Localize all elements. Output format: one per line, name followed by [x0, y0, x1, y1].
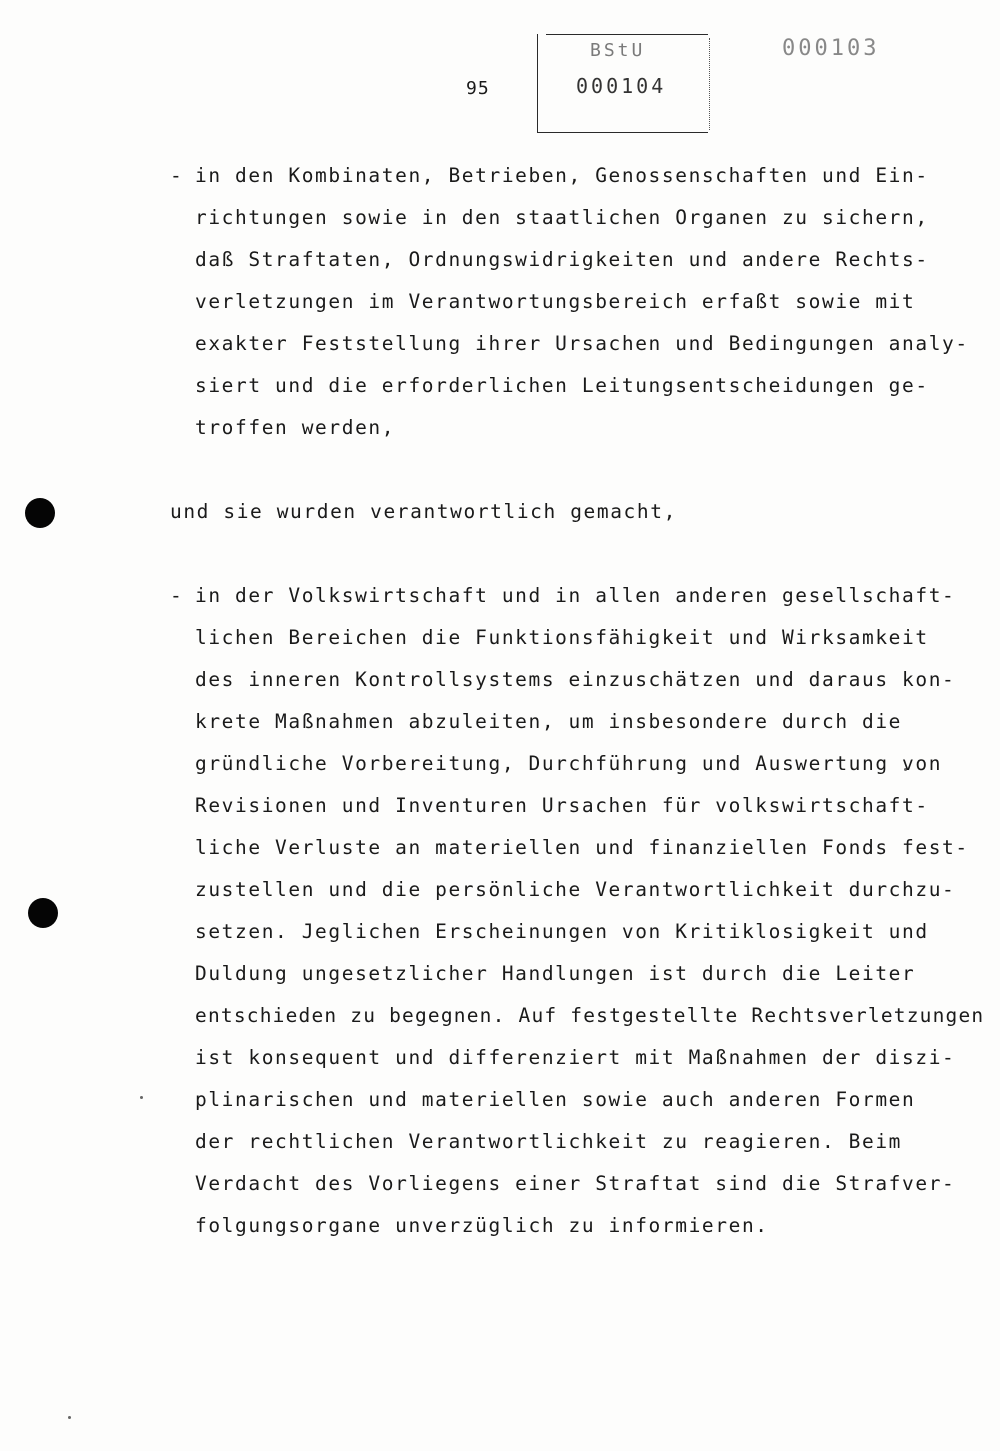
text-line: entschieden zu begegnen. Auf festgestellte Rechtsverletzungen [195, 1004, 985, 1027]
text-line: exakter Feststellung ihrer Ursachen und Bedingungen analy- [195, 332, 969, 355]
punch-hole-top [25, 498, 55, 528]
text-line: siert und die erforderlichen Leitungsentscheidungen ge- [195, 374, 929, 397]
text-line: liche Verluste an materiellen und finanziellen Fonds fest- [195, 836, 969, 859]
stamp-organization: BStU [590, 40, 646, 61]
text-line: in der Volkswirtschaft und in allen anderen gesellschaft- [195, 584, 956, 607]
text-line: des inneren Kontrollsystems einzuschätzen und daraus kon- [195, 668, 956, 691]
page-number: 95 [466, 78, 490, 99]
scan-speck [68, 1416, 71, 1419]
text-line: setzen. Jeglichen Erscheinungen von Kritiklosigkeit und [195, 920, 929, 943]
stamp-border-right [709, 38, 710, 130]
archive-number: 000103 [782, 36, 880, 61]
text-line: krete Maßnahmen abzuleiten, um insbesondere durch die [195, 710, 903, 733]
text-line: in den Kombinaten, Betrieben, Genossenschaften und Ein- [195, 164, 929, 187]
stamp-border-top [546, 34, 708, 35]
text-line: Duldung ungesetzlicher Handlungen ist durch die Leiter [195, 962, 916, 985]
text-line: troffen werden, [195, 416, 396, 439]
text-line: und sie wurden verantwortlich gemacht, [170, 500, 677, 523]
punch-hole-bottom [28, 898, 58, 928]
text-line: gründliche Vorbereitung, Durchführung und Auswertung von [195, 752, 943, 775]
text-line: der rechtlichen Verantwortlichkeit zu reagieren. Beim [195, 1130, 903, 1153]
text-line: verletzungen im Verantwortungsbereich erfaßt sowie mit [195, 290, 916, 313]
text-line: Verdacht des Vorliegens einer Straftat sind die Strafver- [195, 1172, 956, 1195]
list-dash: - [170, 584, 184, 607]
text-line: richtungen sowie in den staatlichen Organen zu sichern, [195, 206, 929, 229]
text-line: daß Straftaten, Ordnungswidrigkeiten und andere Rechts- [195, 248, 929, 271]
stamp-number: 000104 [576, 74, 667, 98]
list-dash: - [170, 164, 184, 187]
text-line: folgungsorgane unverzüglich zu informieren. [195, 1214, 769, 1237]
text-line: plinarischen und materiellen sowie auch anderen Formen [195, 1088, 916, 1111]
archive-stamp [537, 34, 708, 133]
text-line: lichen Bereichen die Funktionsfähigkeit und Wirksamkeit [195, 626, 929, 649]
text-line: zustellen und die persönliche Verantwortlichkeit durchzu- [195, 878, 956, 901]
text-line: Revisionen und Inventuren Ursachen für volkswirtschaft- [195, 794, 929, 817]
scan-speck [140, 1096, 143, 1099]
text-line: ist konsequent und differenziert mit Maßnahmen der diszi- [195, 1046, 956, 1069]
